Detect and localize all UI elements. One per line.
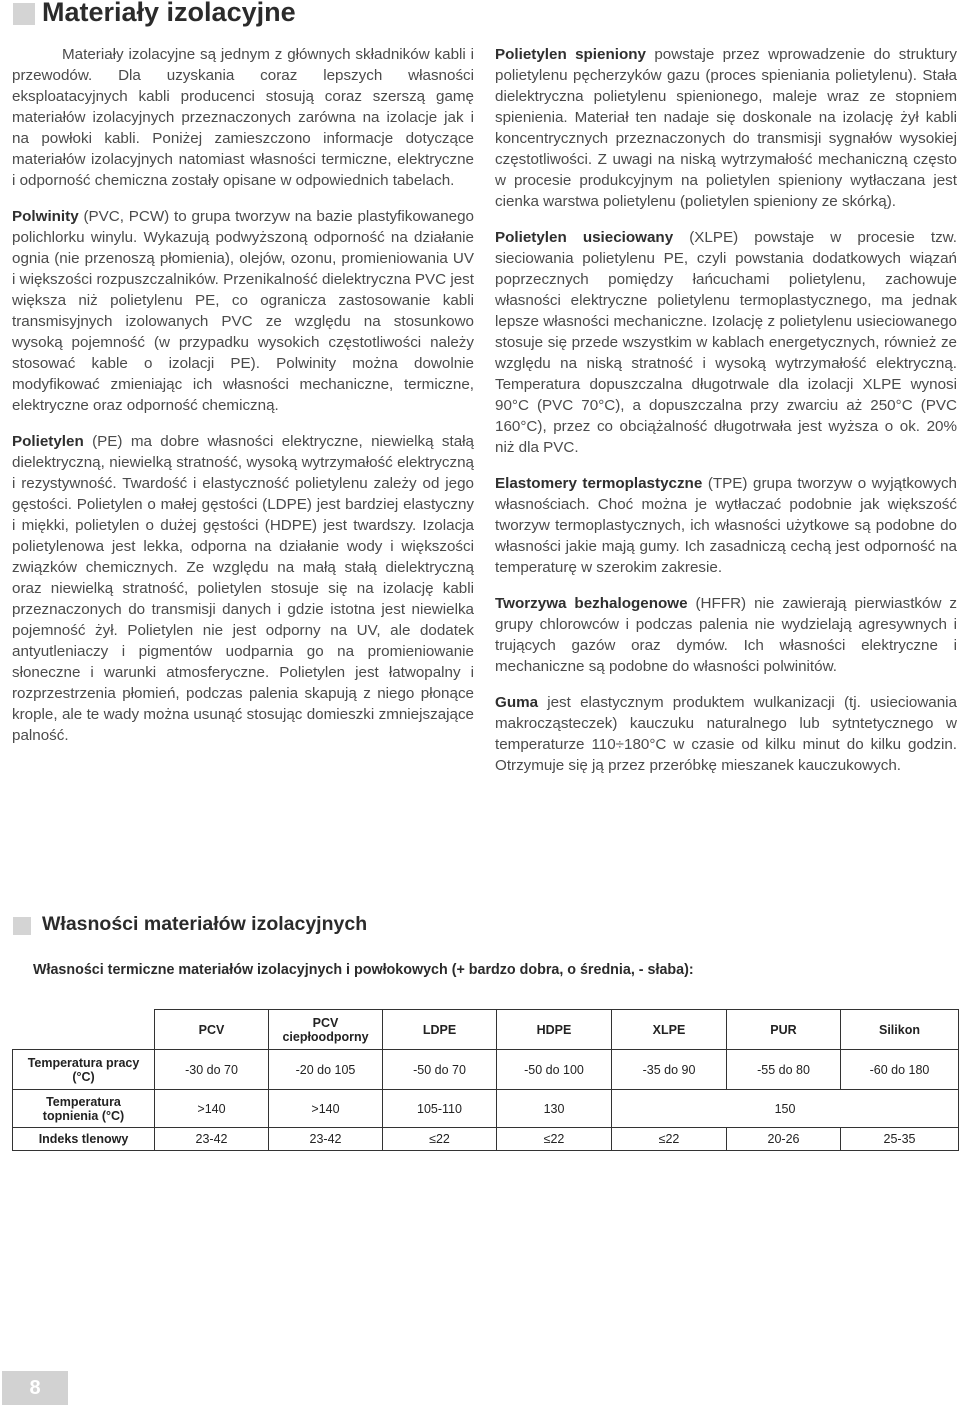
paragraph-lead: Guma	[495, 694, 539, 711]
page-number-box	[2, 1371, 68, 1405]
row-header: Temperatura pracy (°C)	[13, 1050, 155, 1090]
column-header: HDPE	[497, 1010, 612, 1050]
table-cell: 20-26	[727, 1128, 841, 1151]
left-text-column	[12, 44, 474, 746]
table-cell: 23-42	[269, 1128, 383, 1151]
paragraph-body: (PVC, PCW) to grupa tworzyw na bazie plastyfikowanego polichlorku winylu. Wykazują podwyższoną odporność na działanie ognia (nie przenoszą płomienia), olejów, ozonu, promieniowania UV i większości rozpuszczalników. Przenikalność dielektryczna PVC jest większa niż polietylenu PE, co ogranicza zastosowanie kabli transmisyjnych izolowanych PVC ze względu na stosunkowo wysoką pojemność (w przypadku wysokich częstotliwości należy stosować kable o izolacji PE). Polwinity można dowolnie modyfikować zmieniając ich własności mechaniczne, termiczne, elektryczne oraz odporność chemiczną.	[12, 208, 474, 414]
paragraph-tworzywa-bezhalogenowe	[495, 593, 957, 677]
paragraph-guma	[495, 692, 957, 776]
properties-table	[12, 1009, 959, 1151]
column-header: PUR	[727, 1010, 841, 1050]
column-header: PCV	[155, 1010, 269, 1050]
paragraph-polietylen-spieniony	[495, 44, 957, 212]
paragraph-body: (HFFR) nie zawierają pierwiastków z grupy chlorowców i podczas palenia nie wydzielają agresywnych i trujących gazów oraz dymów. Ich własności elektryczne i mechaniczne są podobne do własności polwinitów.	[495, 595, 957, 675]
column-header: PCV ciepłoodporny	[269, 1010, 383, 1050]
table-cell: -50 do 70	[383, 1050, 497, 1090]
table-cell: ≤22	[497, 1128, 612, 1151]
table-cell: ≤22	[612, 1128, 727, 1151]
table-cell: -35 do 90	[612, 1050, 727, 1090]
paragraph-polwinity	[12, 206, 474, 416]
paragraph-polietylen-usieciowany	[495, 227, 957, 458]
table-corner-cell	[13, 1010, 155, 1050]
table-cell: -30 do 70	[155, 1050, 269, 1090]
paragraph-lead: Polietylen usieciowany	[495, 229, 674, 246]
section-square-marker	[13, 917, 31, 935]
table-cell: 23-42	[155, 1128, 269, 1151]
table-cell: -20 do 105	[269, 1050, 383, 1090]
paragraph-lead: Polietylen spieniony	[495, 46, 646, 63]
column-header: XLPE	[612, 1010, 727, 1050]
row-header: Indeks tlenowy	[13, 1128, 155, 1151]
paragraph-body: (PE) ma dobre własności elektryczne, niewielką stałą dielektryczną, niewielką stratność, wysoką wytrzymałość elektryczną i rezystywność. Twardość i elastyczność polietylenu zależy od jego gęstości. Polietylen o małej gęstości (LDPE) jest bardziej elastyczny i miękki, polietylen o dużej gęstości (HDPE) jest twardszy. Izolacja polietylenowa jest lekka, odporna na działanie wody i większości związków chemicznych. Ze względu na małą stałą dielektryczną oraz niewielką stratność, polietylen stosuje się na izolację kabli przeznaczonych do transmisji danych i gdzie istotna jest niewielka pojemność żył. Polietylen nie jest odporny na UV, ale dodatek antyutleniaczy i pigmentów uodparnia go na promieniowanie słoneczne i warunki atmosferyczne. Polietylen jest łatwopalny i rozprzestrzenia płomień, podczas palenia skapują z niego płonące krople, ale te wady można usunąć stosując domieszki zmniejszające palność.	[12, 433, 474, 744]
table-cell: -60 do 180	[841, 1050, 959, 1090]
table-header-row	[13, 1010, 959, 1050]
table-cell: >140	[155, 1090, 269, 1128]
paragraph-elastomery	[495, 473, 957, 578]
table-cell: >140	[269, 1090, 383, 1128]
table-cell: 25-35	[841, 1128, 959, 1151]
table-cell: 150	[612, 1090, 959, 1128]
paragraph-body: (TPE) grupa tworzyw o wyjątkowych własnościach. Choć można je wytłaczać podobnie jak większość tworzyw termoplastycznych, ich własności użytkowe są podobne do własności jakie mają gumy. Ich zasadniczą cechą jest odporność na temperaturę w szerokim zakresie.	[495, 475, 957, 576]
table-cell: 130	[497, 1090, 612, 1128]
row-header: Temperatura topnienia (°C)	[13, 1090, 155, 1128]
paragraph-lead: Polietylen	[12, 433, 84, 450]
paragraph-body: powstaje przez wprowadzenie do struktury polietylenu pęcherzyków gazu (proces spieniania polietylenu). Stała dielektryczna polietylenu spienionego, maleje wraz ze stopniem spienienia. Materiał ten nadaje się doskonale na izolację żył kabli koncentrycznych przeznaczonych do transmisji sygnałów wysokiej częstotliwości. Z uwagi na niską wytrzymałość mechaniczną często w procesie produkcyjnym na polietylen spieniony wytłaczana jest cienka warstwa polietylenu (polietylen spieniony ze skórką).	[495, 46, 957, 210]
title-square-marker	[13, 3, 35, 25]
paragraph-lead: Polwinity	[12, 208, 79, 225]
paragraph-polietylen	[12, 431, 474, 746]
section-title: Własności materiałów izolacyjnych	[42, 913, 368, 935]
table-caption: Własności termiczne materiałów izolacyjnych i powłokowych (+ bardzo dobra, o średnia, - słaba):	[33, 962, 694, 978]
paragraph-lead: Tworzywa bezhalogenowe	[495, 595, 688, 612]
paragraph-body: jest elastycznym produktem wulkanizacji (tj. usieciowania makrocząsteczek) kauczuku naturalnego lub sytntetycznego w temperaturze 110÷180°C w czasie od kilku minut do kilku godzin. Otrzymuje się ją przez przeróbkę mieszanek kauczukowych.	[495, 694, 957, 774]
page-number: 8	[29, 1376, 41, 1399]
page-title: Materiały izolacyjne	[42, 0, 296, 27]
table-cell: -50 do 100	[497, 1050, 612, 1090]
column-header: Silikon	[841, 1010, 959, 1050]
paragraph-lead: Elastomery termoplastyczne	[495, 475, 703, 492]
paragraph-body: (XLPE) powstaje w procesie tzw. sieciowania polietylenu PE, czyli powstania dodatkowych wiązań poprzecznych pomiędzy łańcuchami polietylenu, zachowuje własności elektryczne polietylenu termoplastycznego, ma jednak lepsze własności mechaniczne. Izolację z polietylenu usieciowanego stosuje się przede wszystkim w kablach energetycznych, również ze względu na niską stratność i wysoką wytrzymałość elektryczną. Temperatura dopuszczalna długotrwale dla izolacji XLPE wynosi 90°C (PVC 70°C), a dopuszczalna przy zwarciu aż 250°C (PVC 160°C), przez co obciążalność długotrwała jest wyższa o ok. 20% niż dla PVC.	[495, 229, 958, 456]
table-cell: -55 do 80	[727, 1050, 841, 1090]
table-row	[13, 1128, 959, 1151]
column-header: LDPE	[383, 1010, 497, 1050]
intro-paragraph	[12, 44, 474, 191]
paragraph-body: Materiały izolacyjne są jednym z głównych składników kabli i przewodów. Dla uzyskania coraz lepszych własności eksploatacyjnych kabli producenci stosują coraz szerszą gamę materiałów izolacyjnych przeznaczonych zarówna na izolacje jak i na powłoki kabli. Poniżej zamieszczono informacje dotyczące materiałów izolacyjnych natomiast własności termiczne, elektryczne i odporność chemiczna zostały opisane w odpowiednich tabelach.	[12, 46, 474, 189]
table-cell: 105-110	[383, 1090, 497, 1128]
table-cell: ≤22	[383, 1128, 497, 1151]
table-row	[13, 1050, 959, 1090]
table-row	[13, 1090, 959, 1128]
right-text-column	[495, 44, 957, 776]
